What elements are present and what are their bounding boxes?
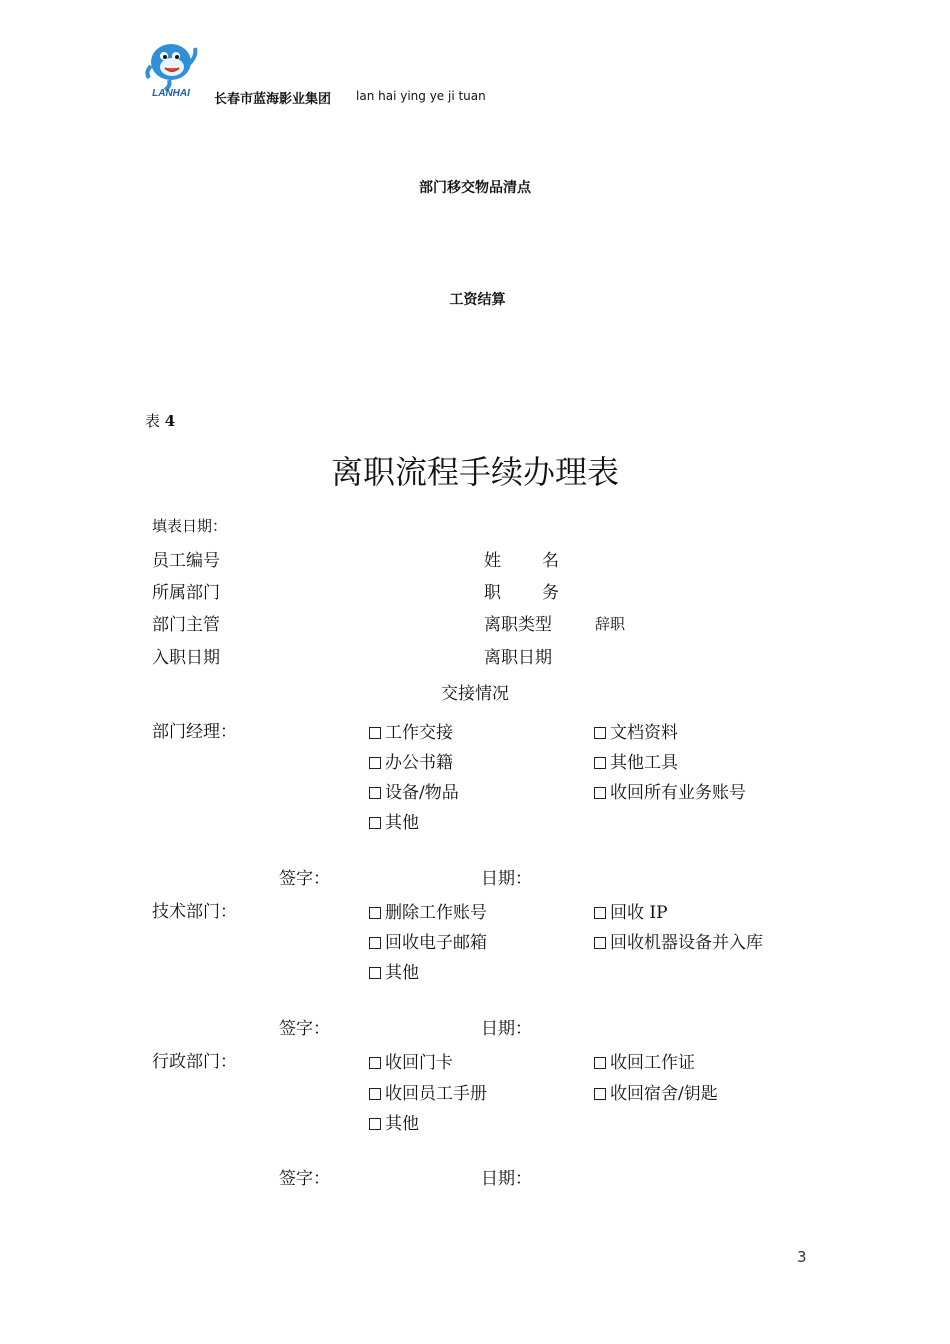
- checkbox-icon[interactable]: [594, 937, 606, 949]
- manager-date-label: 日期：: [481, 869, 532, 889]
- supervisor-label: 部门主管: [152, 615, 220, 635]
- checkbox-icon[interactable]: [594, 727, 606, 739]
- checkbox-work-badge[interactable]: 收回工作证: [594, 1048, 695, 1073]
- dept-admin-label: 行政部门：: [152, 1052, 237, 1072]
- checkbox-icon[interactable]: [369, 1057, 381, 1069]
- tech-date-label: 日期：: [481, 1019, 532, 1039]
- checkbox-icon[interactable]: [369, 1088, 381, 1100]
- company-name-cn: 长春市蓝海影业集团: [214, 92, 332, 107]
- table-label-prefix: 表: [145, 412, 161, 430]
- checkbox-door-card[interactable]: 收回门卡: [369, 1048, 453, 1073]
- checkbox-icon[interactable]: [369, 967, 381, 979]
- checkbox-icon[interactable]: [594, 907, 606, 919]
- checkbox-business-accounts[interactable]: 收回所有业务账号: [594, 778, 746, 803]
- hire-date-label: 入职日期: [152, 648, 220, 668]
- checkbox-machines[interactable]: 回收机器设备并入库: [594, 928, 763, 953]
- employee-id-label: 员工编号: [152, 551, 220, 571]
- company-name-latin: lan hai ying ye ji tuan: [356, 89, 486, 103]
- checkbox-documents[interactable]: 文档资料: [594, 718, 678, 743]
- checkbox-handbook[interactable]: 收回员工手册: [369, 1079, 487, 1104]
- position-label-a: 职: [484, 583, 501, 603]
- checkbox-icon[interactable]: [369, 757, 381, 769]
- name-label-b: 名: [542, 551, 559, 571]
- admin-date-label: 日期：: [481, 1169, 532, 1189]
- fill-date-label: 填表日期：: [152, 517, 228, 535]
- checkbox-dorm-keys[interactable]: 收回宿舍/钥匙: [594, 1079, 718, 1104]
- checkbox-icon[interactable]: [369, 727, 381, 739]
- dolphin-mascot-icon: [143, 36, 200, 98]
- checkbox-icon[interactable]: [369, 817, 381, 829]
- checkbox-ip[interactable]: 回收 IP: [594, 898, 668, 923]
- table-label: [145, 410, 175, 431]
- checkbox-admin-other[interactable]: 其他: [369, 1109, 419, 1134]
- checkbox-icon[interactable]: [594, 1088, 606, 1100]
- form-title: 离职流程手续办理表: [330, 453, 619, 491]
- checkbox-email[interactable]: 回收电子邮箱: [369, 928, 487, 953]
- section-salary: 工资结算: [449, 292, 506, 308]
- company-name: [214, 88, 331, 107]
- checkbox-icon[interactable]: [369, 907, 381, 919]
- company-logo: [143, 36, 200, 98]
- checkbox-icon[interactable]: [369, 937, 381, 949]
- tech-sign-label: 签字：: [279, 1019, 330, 1039]
- leave-type-label: 离职类型: [484, 615, 552, 635]
- checkbox-other-tools[interactable]: 其他工具: [594, 748, 678, 773]
- checkbox-manager-other[interactable]: 其他: [369, 808, 419, 833]
- position-label-b: 务: [542, 583, 559, 603]
- name-label-a: 姓: [484, 551, 501, 571]
- manager-sign-label: 签字：: [279, 869, 330, 889]
- checkbox-equipment[interactable]: 设备/物品: [369, 778, 459, 803]
- leave-date-label: 离职日期: [484, 648, 552, 668]
- logo-wordmark: LANHAI: [152, 88, 190, 98]
- checkbox-icon[interactable]: [594, 757, 606, 769]
- table-label-number: 4: [164, 412, 176, 430]
- page-number: 3: [797, 1248, 807, 1266]
- checkbox-icon[interactable]: [369, 1118, 381, 1130]
- checkbox-icon[interactable]: [594, 1057, 606, 1069]
- checkbox-icon[interactable]: [594, 787, 606, 799]
- admin-sign-label: 签字：: [279, 1169, 330, 1189]
- section-handover-items: 部门移交物品清点: [419, 180, 531, 196]
- dept-tech-label: 技术部门：: [152, 902, 237, 922]
- handover-heading: 交接情况: [441, 684, 509, 704]
- checkbox-office-books[interactable]: 办公书籍: [369, 748, 453, 773]
- leave-type-value: 辞职: [595, 615, 626, 633]
- checkbox-work-handover[interactable]: 工作交接: [369, 718, 453, 743]
- dept-manager-label: 部门经理：: [152, 722, 237, 742]
- department-label: 所属部门: [152, 583, 220, 603]
- checkbox-delete-account[interactable]: 删除工作账号: [369, 898, 487, 923]
- checkbox-icon[interactable]: [369, 787, 381, 799]
- checkbox-tech-other[interactable]: 其他: [369, 958, 419, 983]
